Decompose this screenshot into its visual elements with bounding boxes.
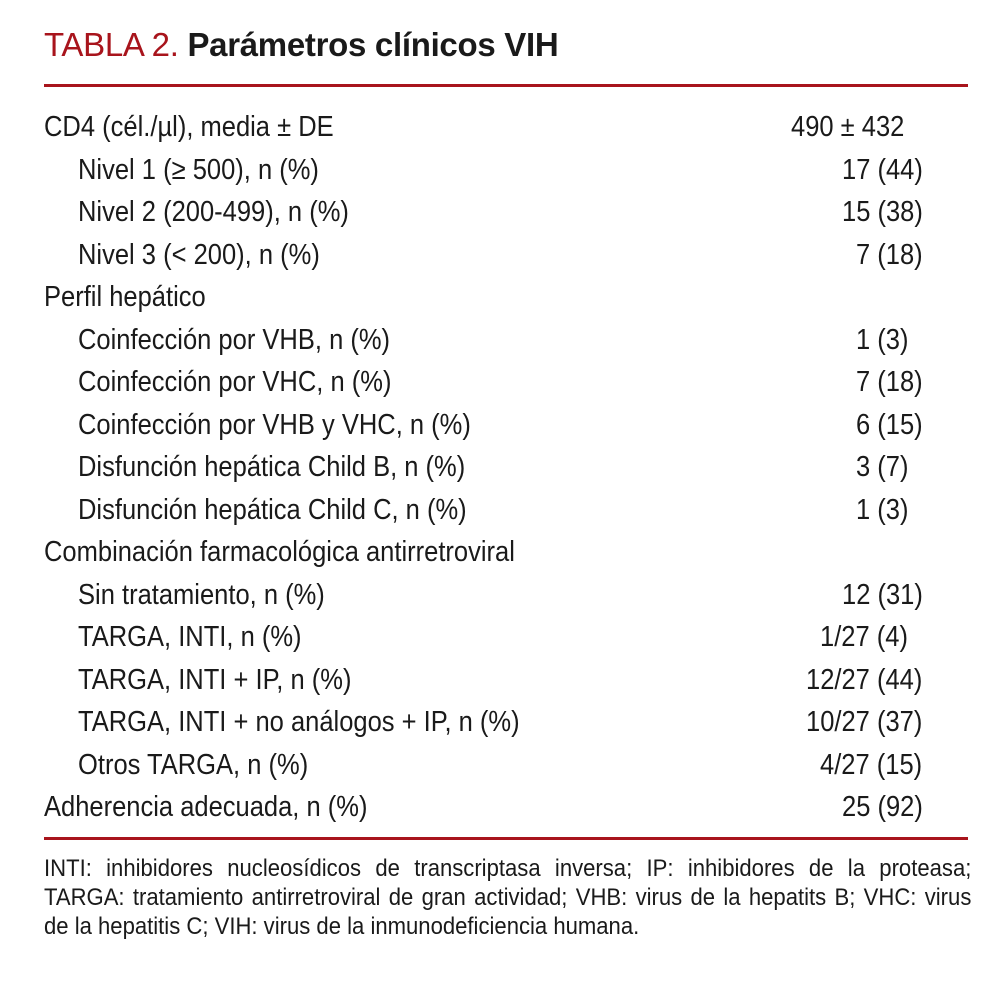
row-sublabel: Disfunción hepática Child C, n (%) <box>78 493 467 526</box>
table-row <box>44 234 968 277</box>
table-row <box>44 659 968 702</box>
table-row <box>44 319 968 362</box>
table-row <box>44 701 968 744</box>
row-sublabel: TARGA, INTI + IP, n (%) <box>78 663 352 696</box>
table-row <box>44 276 968 319</box>
table-row <box>44 361 968 404</box>
row-sublabel: Coinfección por VHC, n (%) <box>78 366 392 398</box>
table-body <box>44 87 968 837</box>
table-row <box>44 404 968 447</box>
table-row <box>44 531 968 574</box>
row-sublabel: Nivel 1 (≥ 500), n (%) <box>78 153 319 186</box>
row-label: Combinación farmacológica antirretroviral <box>44 536 515 568</box>
table-footnote: INTI: inhibidores nucleosídicos de transcriptasa inversa; IP: inhibidores de la proteasa; TARGA: tratamiento antirretroviral de gran actividad; VHB: virus de la hepatits B; VHC: virus de la hepatitis C; VIH: virus de la inmunodeficiencia humana. <box>44 854 972 940</box>
row-label: Adherencia adecuada, n (%) <box>44 791 368 823</box>
row-value: 4/27 (15) <box>820 748 923 781</box>
table-row <box>44 191 968 234</box>
row-sublabel: Sin tratamiento, n (%) <box>78 578 325 611</box>
row-value: 15 (38) <box>841 196 923 228</box>
table-row <box>44 489 968 532</box>
table-row <box>44 574 968 617</box>
row-value: 17 (44) <box>841 153 923 186</box>
table-row <box>44 744 968 787</box>
table-row <box>44 149 968 192</box>
row-value: 7 (18) <box>855 366 923 398</box>
row-sublabel: Nivel 3 (< 200), n (%) <box>78 238 320 271</box>
row-sublabel: Otros TARGA, n (%) <box>78 748 309 781</box>
row-value: 3 (7) <box>855 451 909 483</box>
row-value: 7 (18) <box>855 238 923 271</box>
row-value: 6 (15) <box>855 408 923 441</box>
table-caption: Parámetros clínicos VIH <box>187 26 559 63</box>
row-value: 1/27 (4) <box>820 621 909 653</box>
table-row <box>44 106 968 149</box>
table-title <box>44 22 968 72</box>
row-value: 12/27 (44) <box>806 663 923 696</box>
row-sublabel: Coinfección por VHB, n (%) <box>78 323 391 356</box>
row-value: 25 (92) <box>841 791 923 823</box>
row-sublabel: Disfunción hepática Child B, n (%) <box>78 451 466 483</box>
table-number: TABLA 2. <box>44 26 179 63</box>
table-container <box>44 22 972 941</box>
row-value: 1 (3) <box>855 323 909 356</box>
row-value: 10/27 (37) <box>806 706 923 738</box>
row-value: 12 (31) <box>841 578 923 611</box>
row-sublabel: Nivel 2 (200-499), n (%) <box>78 196 349 228</box>
bottom-rule <box>44 837 968 840</box>
table-row <box>44 786 968 829</box>
row-value: 490 ± 432 <box>790 111 904 143</box>
row-label: Perfil hepático <box>44 281 206 313</box>
row-sublabel: TARGA, INTI, n (%) <box>78 621 302 653</box>
row-sublabel: TARGA, INTI + no análogos + IP, n (%) <box>78 706 520 738</box>
row-sublabel: Coinfección por VHB y VHC, n (%) <box>78 408 471 441</box>
row-label: CD4 (cél./µl), media ± DE <box>44 111 334 143</box>
table-row <box>44 616 968 659</box>
row-value: 1 (3) <box>855 493 909 526</box>
table-row <box>44 446 968 489</box>
